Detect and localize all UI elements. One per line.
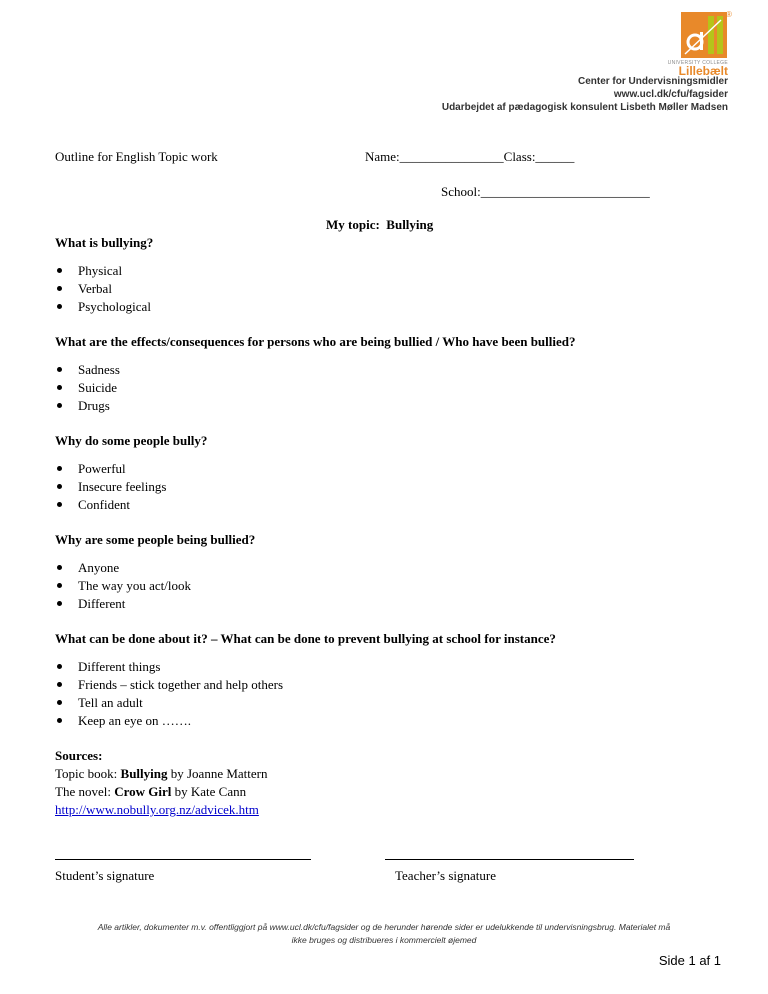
bullet-icon <box>57 565 62 570</box>
student-signature-label: Student’s signature <box>55 868 155 883</box>
bullet-icon <box>57 718 62 723</box>
footer-line-1: Alle artikler, dokumenter m.v. offentliggjort på www.ucl.dk/cfu/fagsider og de herunder hørende sider er udelukkende til undervisningsbrug. Materialet må <box>97 922 671 932</box>
bullet-icon <box>57 583 62 588</box>
bullet-icon <box>57 502 62 507</box>
list-item: Sadness <box>55 361 120 379</box>
teacher-signature-label: Teacher’s signature <box>395 868 496 883</box>
list-item: Physical <box>55 262 151 280</box>
footer-disclaimer <box>20 921 748 947</box>
topic-value: Bullying <box>386 217 434 232</box>
section-question: Why do some people bully? <box>55 433 208 448</box>
list-item: Anyone <box>55 559 191 577</box>
bullet-icon <box>57 367 62 372</box>
section-question: What can be done about it? – What can be done to prevent bullying at school for instance? <box>55 631 556 646</box>
registered-mark: ® <box>726 10 732 19</box>
list-item: Confident <box>55 496 166 514</box>
section-question: Why are some people being bullied? <box>55 532 256 547</box>
list-item: Keep an eye on ……. <box>55 712 283 730</box>
bullet-icon <box>57 403 62 408</box>
college-logo <box>681 12 727 58</box>
bullet-icon <box>57 484 62 489</box>
source-novel: The novel: Crow Girl by Kate Cann <box>55 784 247 799</box>
list-item: Psychological <box>55 298 151 316</box>
student-signature-line <box>55 859 311 860</box>
list-item: The way you act/look <box>55 577 191 595</box>
sources-heading: Sources: <box>55 748 103 763</box>
section-question: What is bullying? <box>55 235 154 250</box>
list-item: Drugs <box>55 397 120 415</box>
list-item: Verbal <box>55 280 151 298</box>
list-item: Insecure feelings <box>55 478 166 496</box>
header-url: www.ucl.dk/cfu/fagsider <box>613 89 728 100</box>
footer-line-2: ikke bruges og distribueres i kommercielt øjemed <box>291 935 477 945</box>
header-center-name: Center for Undervisningsmidler <box>577 76 728 87</box>
outline-title: Outline for English Topic work <box>55 149 218 164</box>
source-link[interactable]: http://www.nobully.org.nz/advicek.htm <box>55 802 259 817</box>
list-item: Different <box>55 595 191 613</box>
bullet-icon <box>57 601 62 606</box>
bullet-icon <box>57 304 62 309</box>
topic-label: My topic: <box>326 217 380 232</box>
bullet-list <box>55 460 166 514</box>
name-class-field: Name:________________Class:______ <box>365 149 575 164</box>
bullet-list <box>55 361 120 415</box>
page-number: Side 1 af 1 <box>658 953 721 968</box>
list-item: Different things <box>55 658 283 676</box>
bullet-icon <box>57 268 62 273</box>
bullet-icon <box>57 682 62 687</box>
bullet-icon <box>57 700 62 705</box>
bullet-list <box>55 262 151 316</box>
logo-name: Lillebælt <box>678 64 728 78</box>
list-item: Friends – stick together and help others <box>55 676 283 694</box>
header-author: Udarbejdet af pædagogisk konsulent Lisbeth Møller Madsen <box>441 102 728 113</box>
novel-title: Crow Girl <box>114 784 172 799</box>
section-question: What are the effects/consequences for persons who are being bullied / Who have been bullied? <box>55 334 576 349</box>
bullet-icon <box>57 664 62 669</box>
college-logo-mark <box>681 12 727 58</box>
school-field: School:__________________________ <box>441 184 650 199</box>
source-book: Topic book: Bullying by Joanne Mattern <box>55 766 268 781</box>
teacher-signature-line <box>385 859 634 860</box>
bullet-icon <box>57 286 62 291</box>
book-title: Bullying <box>120 766 168 781</box>
bullet-icon <box>57 466 62 471</box>
list-item: Tell an adult <box>55 694 283 712</box>
list-item: Powerful <box>55 460 166 478</box>
list-item: Suicide <box>55 379 120 397</box>
bullet-icon <box>57 385 62 390</box>
topic-line <box>326 217 433 233</box>
bullet-list <box>55 658 283 730</box>
bullet-list <box>55 559 191 613</box>
logo-college-label: UNIVERSITY COLLEGE <box>667 60 728 66</box>
